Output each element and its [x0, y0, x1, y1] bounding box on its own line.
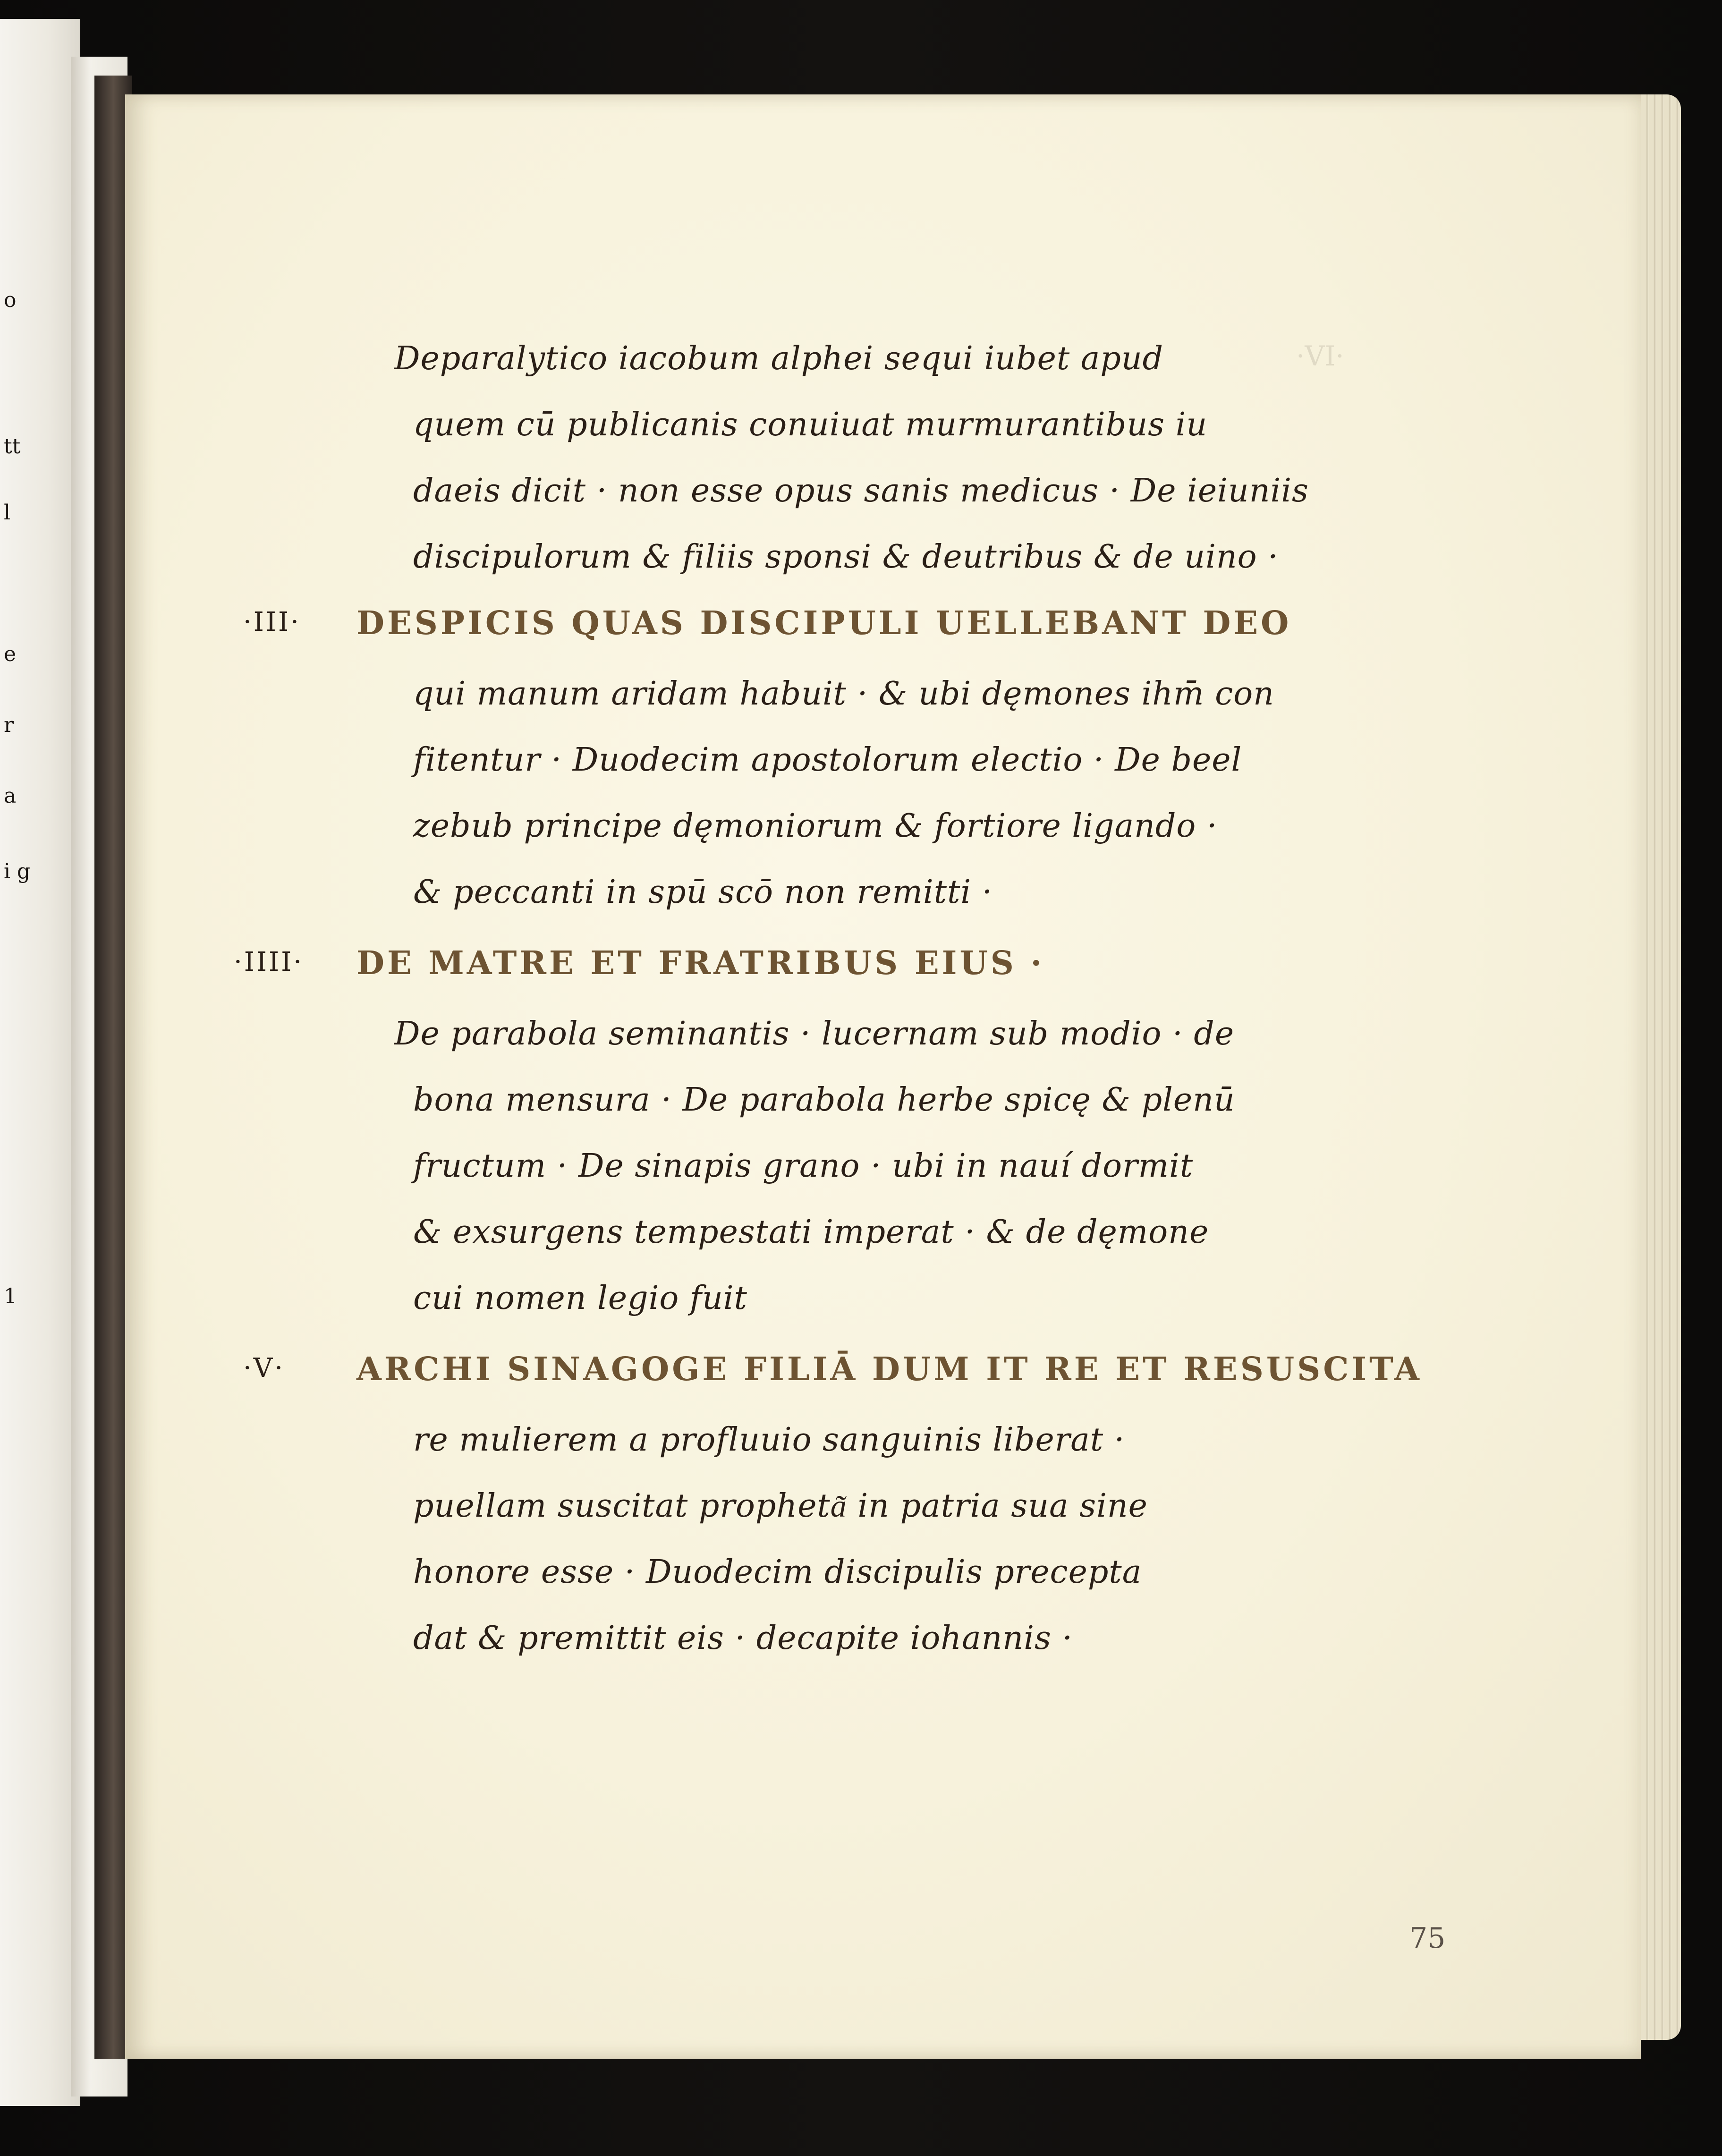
text-line: De parabola seminantis · lucernam sub modio · de [394, 1015, 1235, 1053]
chapter-heading: DESPICIS QUAS DISCIPULI UELLEBANT DEO [356, 604, 1292, 642]
chapter-numeral: ·V· [243, 1353, 285, 1384]
text-line: fructum · De sinapis grano · ubi in nauí dormit [413, 1147, 1194, 1185]
show-through-text: ·VI· [1296, 340, 1344, 372]
left-page-fragment: o [4, 288, 17, 312]
text-line: & peccanti in spū scō non remitti · [413, 874, 993, 911]
left-page-fragment: e [4, 642, 17, 666]
text-block [125, 94, 1641, 2059]
folio-number: 75 [1409, 1922, 1446, 1955]
left-page-fragment: i g [4, 859, 31, 883]
chapter-heading: DE MATRE ET FRATRIBUS EIUS · [356, 944, 1045, 982]
text-line: fitentur · Duodecim apostolorum electio · De beel [413, 741, 1242, 779]
manuscript-page [125, 94, 1641, 2059]
text-line: Deparalytico iacobum alphei sequi iubet apud [394, 340, 1164, 377]
chapter-heading: ARCHI SINAGOGE FILIĀ DUM IT RE ET RESUSCITA [356, 1350, 1422, 1388]
text-line: puellam suscitat propheta͂ in patria sua sine [413, 1487, 1148, 1525]
text-line: bona mensura · De parabola herbe spicę & plenū [413, 1081, 1235, 1119]
left-page-fragment: l [4, 501, 11, 525]
left-facing-page [0, 19, 80, 2106]
text-line: dat & premittit eis · decapite iohannis · [413, 1620, 1073, 1657]
text-line: quem cū publicanis conuiuat murmurantibus iu [413, 406, 1208, 443]
text-line: qui manum aridam habuit · & ubi dęmones ihm̄ con [413, 675, 1274, 713]
text-line: cui nomen legio fuit [413, 1280, 747, 1317]
left-page-fragment: r [4, 713, 14, 737]
left-page-fragment: a [4, 784, 17, 808]
left-page-fragment: 1 [4, 1284, 17, 1308]
text-line: re mulierem a profluuio sanguinis liberat · [413, 1421, 1125, 1459]
chapter-numeral: ·III· [243, 607, 301, 637]
text-line: & exsurgens tempestati imperat · & de dęmone [413, 1214, 1209, 1251]
text-line: honore esse · Duodecim discipulis precepta [413, 1553, 1142, 1591]
left-page-fragment: tt [4, 434, 21, 458]
chapter-numeral: ·IIII· [234, 947, 304, 977]
text-line: discipulorum & filiis sponsi & deutribus & de uino · [413, 538, 1279, 576]
text-line: zebub principe dęmoniorum & fortiore ligando · [413, 807, 1218, 845]
text-line: daeis dicit · non esse opus sanis medicus · De ieiuniis [413, 472, 1309, 509]
